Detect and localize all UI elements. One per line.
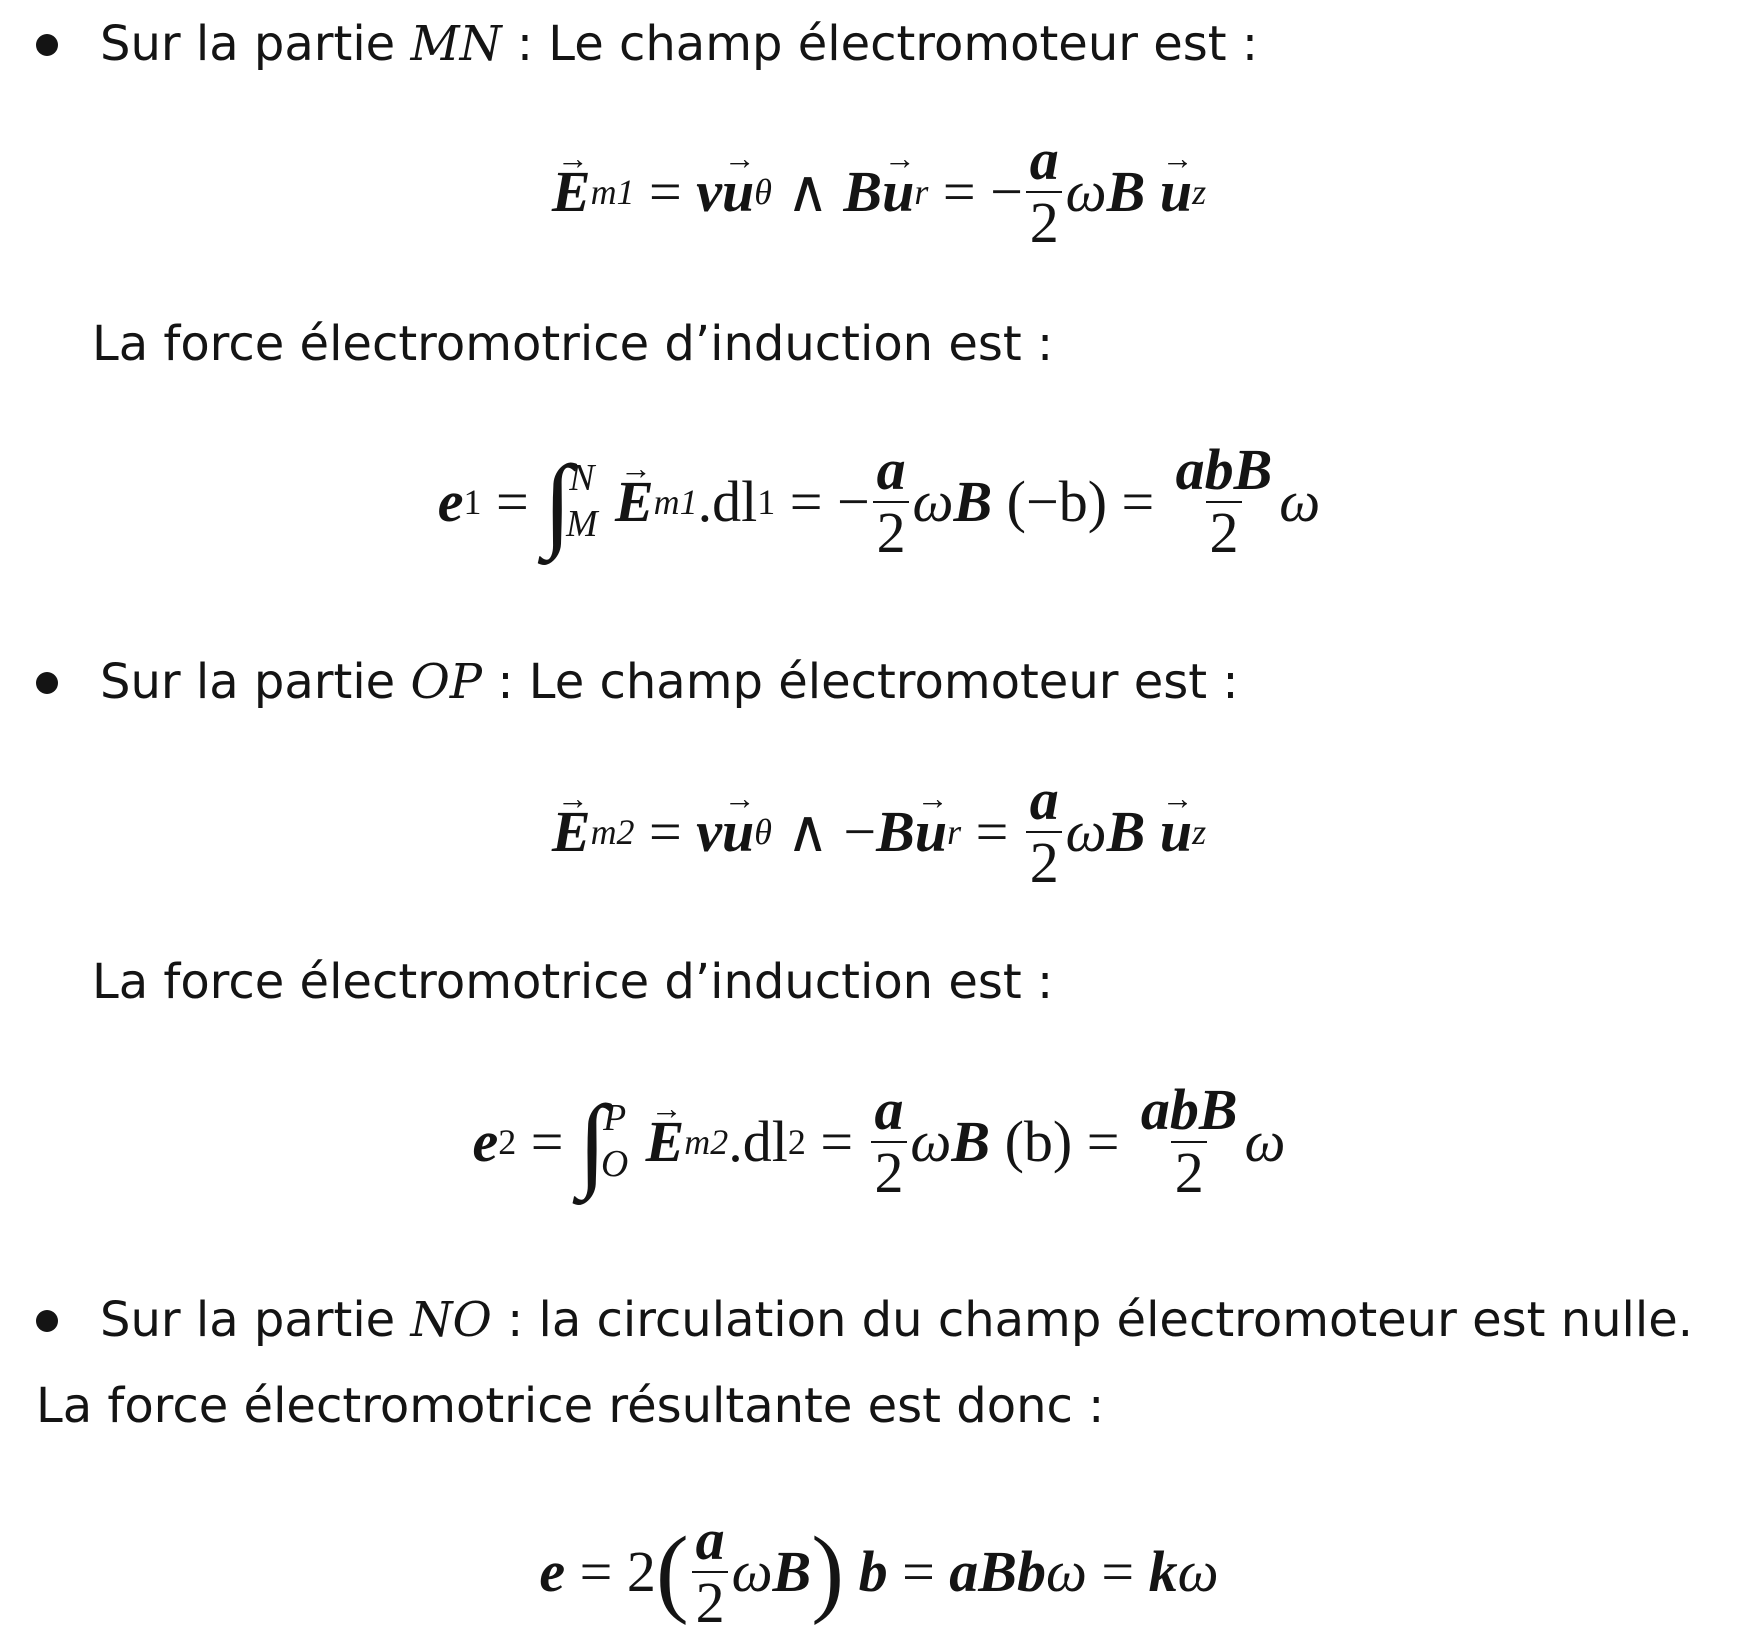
equation-e2: e 2 = ∫ P O → E m2 .dl 2 = $\frac{a}{2}$ ω B (b) = $\frac{\text{abB}}{2}$ ω	[0, 1080, 1758, 1204]
bullet-icon	[36, 672, 58, 694]
vector-u: → u	[915, 803, 947, 861]
vector-u: → u	[722, 803, 754, 861]
vector-u: → u	[722, 163, 754, 221]
equals: =	[789, 468, 823, 534]
left-paren: (	[655, 1516, 689, 1626]
fraction	[873, 437, 909, 565]
item-prefix: Sur la partie	[100, 1292, 411, 1348]
minus: −	[990, 158, 1023, 224]
integral	[578, 1083, 629, 1200]
numerator: a	[876, 437, 906, 502]
equals: =	[942, 158, 976, 224]
vector-E: → E	[615, 473, 654, 531]
symbol-B: B	[951, 1108, 991, 1174]
coefficient: 2	[626, 1538, 656, 1604]
wedge: ∧	[786, 798, 829, 864]
equals: =	[495, 468, 529, 534]
numerator: abB	[1175, 437, 1273, 502]
denominator: 2	[1171, 1141, 1207, 1204]
product-aBb: aBb	[949, 1538, 1046, 1604]
fem-label-1: La force électromotrice d’induction est :	[92, 316, 1054, 372]
denominator: 2	[692, 1571, 728, 1634]
fem-label-2: La force électromotrice d’induction est :	[92, 954, 1054, 1010]
equals: =	[1101, 1538, 1135, 1604]
vector-E: → E	[552, 163, 591, 221]
symbol-omega: ω	[731, 1538, 773, 1604]
symbol-omega: ω	[1065, 798, 1107, 864]
equals: =	[649, 798, 682, 864]
bullet-icon	[36, 1310, 58, 1332]
equals: =	[902, 1538, 935, 1604]
item-prefix: Sur la partie	[100, 16, 411, 72]
numerator: a	[874, 1077, 904, 1142]
item-prefix: Sur la partie	[100, 654, 411, 710]
equals: =	[975, 798, 1009, 864]
symbol-omega: ω	[1279, 468, 1321, 534]
numerator: a	[1029, 767, 1059, 832]
symbol-omega: ω	[912, 468, 954, 534]
vector-u: → u	[1160, 163, 1192, 221]
fraction	[1137, 1077, 1241, 1205]
denominator: 2	[1026, 191, 1062, 254]
equals: =	[579, 1538, 613, 1604]
fraction	[1026, 127, 1062, 255]
vector-E: → E	[646, 1113, 685, 1171]
integral-sign: ∫	[578, 1083, 607, 1200]
item-suffix: : Le champ électromoteur est :	[501, 16, 1259, 72]
paren-neg-b: (−b)	[1006, 468, 1108, 534]
fraction	[871, 1077, 907, 1205]
symbol-B: B	[876, 798, 915, 864]
symbol-b: b	[858, 1538, 888, 1604]
denominator: 2	[871, 1141, 907, 1204]
integral	[543, 443, 598, 560]
symbol-e: e	[539, 1538, 566, 1604]
minus: −	[843, 798, 877, 864]
symbol-omega: ω	[1177, 1538, 1219, 1604]
symbol-B: B	[1106, 798, 1146, 864]
upper-limit: N	[569, 457, 595, 500]
vector-u: → u	[1160, 803, 1192, 861]
dl: .dl	[728, 1108, 788, 1174]
fraction	[1026, 767, 1062, 895]
fraction	[692, 1507, 728, 1635]
numerator: a	[1029, 127, 1059, 192]
symbol-omega: ω	[910, 1108, 952, 1174]
item-suffix: : Le champ électromoteur est :	[482, 654, 1239, 710]
symbol-e: e	[437, 468, 464, 534]
dl: .dl	[697, 468, 758, 534]
segment-op: OP	[410, 654, 483, 710]
lower-limit: M	[566, 502, 598, 545]
equation-em1: → E m1 = v → u θ ∧ B → u r = − $\frac{a}{2}$ ω B → u z	[0, 130, 1758, 254]
segment-mn: MN	[410, 16, 502, 72]
symbol-v: v	[696, 158, 723, 224]
result-label: La force électromotrice résultante est donc :	[36, 1378, 1105, 1434]
denominator: 2	[1206, 501, 1242, 564]
upper-limit: P	[603, 1097, 627, 1140]
fraction	[1172, 437, 1276, 565]
right-paren: )	[811, 1516, 845, 1626]
equation-e1: e 1 = ∫ N M → E m1 .dl 1 = − $\frac{a}{2}$ ω B (−b) = $\frac{\text{abB}}{2}$ ω	[0, 440, 1758, 564]
equals: =	[530, 1108, 564, 1174]
vector-E: → E	[552, 803, 591, 861]
equation-e-total	[0, 1507, 1758, 1635]
item-mn-text	[100, 16, 1259, 72]
item-op-text	[100, 654, 1239, 710]
vector-u: → u	[882, 163, 914, 221]
symbol-v: v	[696, 798, 723, 864]
symbol-omega: ω	[1244, 1108, 1286, 1174]
lower-limit: O	[600, 1142, 629, 1185]
symbol-omega: ω	[1065, 158, 1107, 224]
minus: −	[836, 468, 870, 534]
equation-em2: → E m2 = v → u θ ∧ − B → u r = $\frac{a}{2}$ ω B → u z	[0, 770, 1758, 894]
symbol-e: e	[472, 1108, 499, 1174]
equals: =	[820, 1108, 854, 1174]
symbol-B: B	[772, 1538, 812, 1604]
item-no-text	[100, 1292, 1694, 1348]
symbol-k: k	[1148, 1538, 1178, 1604]
item-suffix: : la circulation du champ électromoteur est nulle.	[491, 1292, 1694, 1348]
numerator: abB	[1140, 1077, 1238, 1142]
denominator: 2	[1026, 831, 1062, 894]
integral-sign: ∫	[543, 443, 572, 560]
equals: =	[1086, 1108, 1120, 1174]
equals: =	[1121, 468, 1155, 534]
symbol-B: B	[1106, 158, 1146, 224]
wedge: ∧	[786, 158, 829, 224]
paren-b: (b)	[1004, 1108, 1073, 1174]
bullet-icon	[36, 34, 58, 56]
segment-no: NO	[410, 1292, 492, 1348]
numerator: a	[695, 1507, 725, 1572]
equals: =	[649, 158, 682, 224]
denominator: 2	[873, 501, 909, 564]
symbol-omega: ω	[1045, 1538, 1087, 1604]
symbol-B: B	[953, 468, 993, 534]
symbol-B: B	[843, 158, 883, 224]
